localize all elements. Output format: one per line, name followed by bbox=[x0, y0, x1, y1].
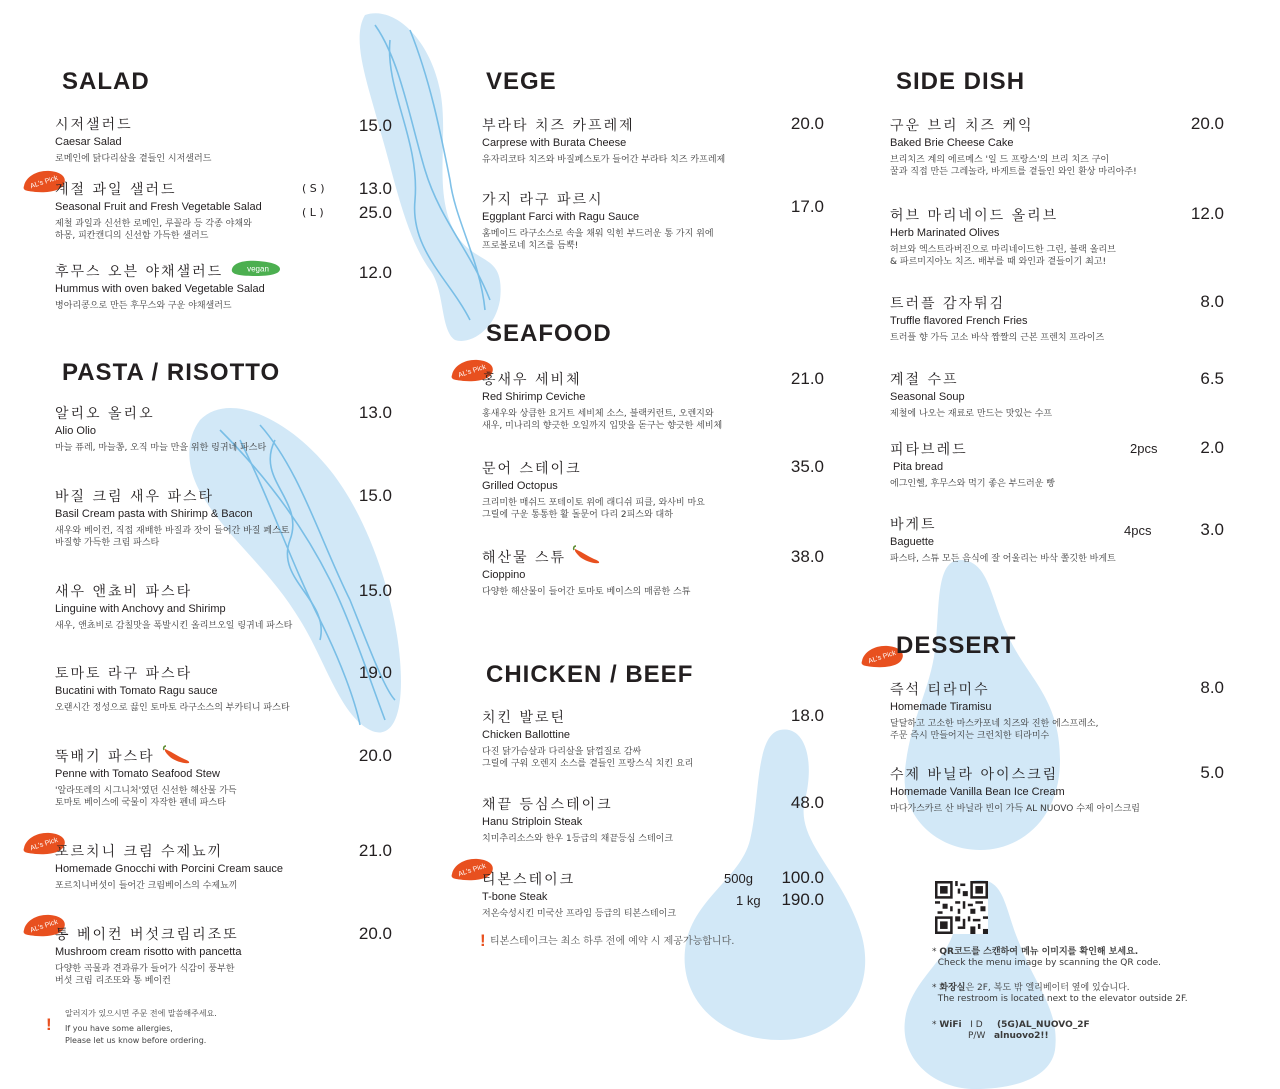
item-desc: 포르치니버섯이 들어간 크림베이스의 수제뇨끼 bbox=[55, 881, 238, 891]
item-desc-line: 다양한 곡물과 견과류가 들어가 식감이 풍부한 bbox=[55, 964, 235, 974]
item-price: 190.0 bbox=[781, 890, 824, 909]
item-name-en: Baguette bbox=[890, 536, 935, 548]
menu-item bbox=[55, 179, 262, 242]
item-desc: 병아리콩으로 만든 후무스와 구운 야채샐러드 bbox=[55, 301, 232, 311]
als-pick-label: AL's Pick bbox=[457, 862, 487, 879]
qr-code[interactable] bbox=[935, 881, 988, 934]
item-desc-line: 꿀과 직접 만든 그레놀라, 바게트를 곁들인 와인 환상 마리아주! bbox=[890, 167, 1137, 177]
item-desc: 유자리코타 치즈와 바질페스토가 들어간 부라타 치즈 카프레제 bbox=[482, 155, 726, 165]
item-name-en: Mushroom cream risotto with pancetta bbox=[55, 946, 242, 958]
item-price: 18.0 bbox=[790, 706, 824, 725]
wifi-id-row: * WiFi I D (5G)AL_NUOVO_2F bbox=[932, 1020, 1090, 1030]
item-name-en: Caesar Salad bbox=[55, 136, 122, 148]
item-desc: 로메인에 닭다리살을 곁들인 시저샐러드 bbox=[55, 154, 212, 164]
item-price: 20.0 bbox=[790, 114, 824, 133]
menu-item bbox=[482, 369, 722, 432]
menu-item bbox=[890, 205, 1116, 268]
item-name-en: Linguine with Anchovy and Shirimp bbox=[55, 603, 226, 615]
item-desc-line: 홍새우와 상큼한 요거트 세비체 소스, 블랙커런트, 오렌지와 bbox=[482, 409, 714, 419]
item-price: 20.0 bbox=[1190, 114, 1224, 133]
size-label: 2pcs bbox=[1130, 441, 1158, 456]
item-name-ko: 해산물 스튜 bbox=[482, 550, 567, 566]
item-name-ko: 바게트 bbox=[890, 517, 937, 533]
item-price: 15.0 bbox=[358, 486, 392, 505]
menu-item bbox=[890, 679, 1098, 742]
item-desc-line: 크리미한 매쉬드 포테이토 위에 래디쉬 피클, 와사비 마요 bbox=[482, 498, 705, 508]
item-name-en: Chicken Ballottine bbox=[482, 729, 571, 741]
section-title-vege: VEGE bbox=[486, 68, 557, 95]
item-name-en: Eggplant Farci with Ragu Sauce bbox=[482, 211, 640, 223]
item-price: 21.0 bbox=[358, 841, 392, 860]
allergy-alert-icon: ! bbox=[46, 1015, 52, 1034]
menu-item bbox=[55, 924, 241, 987]
item-price: 20.0 bbox=[358, 924, 392, 943]
qr-info bbox=[932, 947, 1161, 969]
section-title-side-dish: SIDE DISH bbox=[896, 68, 1026, 95]
section-title-dessert: DESSERT bbox=[896, 632, 1017, 659]
item-price: 19.0 bbox=[358, 663, 392, 682]
item-price: 48.0 bbox=[790, 793, 824, 812]
item-name-ko: 구운 브리 치즈 케익 bbox=[890, 118, 1034, 134]
item-desc-line: 제철 과일과 신선한 로메인, 루꼴라 등 각종 야채와 bbox=[55, 219, 252, 229]
item-price: 15.0 bbox=[358, 581, 392, 600]
item-price: 35.0 bbox=[790, 457, 824, 476]
size-small-label: ( S ) bbox=[302, 182, 325, 195]
item-desc-line: 그릴에 구운 통통한 활 돌문어 다리 2피스와 대하 bbox=[482, 510, 673, 520]
restroom-info bbox=[932, 983, 1188, 1005]
menu-item bbox=[890, 293, 1104, 344]
item-name-en: Red Shirimp Ceviche bbox=[482, 391, 586, 403]
item-name-ko: 즉석 티라미수 bbox=[890, 682, 990, 698]
chili-pepper-icon bbox=[162, 745, 192, 765]
item-price: 100.0 bbox=[781, 868, 824, 887]
item-price: 3.0 bbox=[1200, 520, 1224, 539]
item-desc-line: 새우와 베이컨, 직접 재배한 바질과 잣이 들어간 바질 페스토 bbox=[55, 526, 290, 536]
als-pick-label: AL's Pick bbox=[29, 836, 59, 853]
menu-item bbox=[482, 707, 693, 770]
item-name-ko: 치킨 발로틴 bbox=[482, 710, 567, 726]
item-name-en: Hanu Striploin Steak bbox=[482, 816, 583, 828]
item-name-en: Cioppino bbox=[482, 569, 526, 581]
item-price: 21.0 bbox=[790, 369, 824, 388]
chili-pepper-icon bbox=[572, 545, 602, 565]
als-pick-label: AL's Pick bbox=[457, 363, 487, 380]
item-name-en: Homemade Tiramisu bbox=[890, 701, 992, 713]
menu-item bbox=[482, 794, 673, 845]
item-desc-line: 허브와 엑스트라버진으로 마리네이드한 그린, 블랙 올리브 bbox=[890, 245, 1116, 255]
item-desc-line: 다진 닭가슴살과 다리살을 닭껍질로 감싸 bbox=[482, 747, 642, 757]
item-name-ko: 피타브레드 bbox=[890, 442, 968, 458]
item-price: 2.0 bbox=[1200, 438, 1224, 457]
menu-item bbox=[482, 869, 676, 920]
tbone-reservation-note: 티본스테이크는 최소 하루 전에 예약 시 제공가능합니다. bbox=[490, 936, 735, 947]
item-name-en: Carprese with Burata Cheese bbox=[482, 137, 627, 149]
item-name-en: Homemade Vanilla Bean Ice Cream bbox=[890, 786, 1065, 798]
item-name-ko: 시저샐러드 bbox=[55, 117, 133, 133]
allergy-notice bbox=[65, 1008, 217, 1047]
item-name-en: Basil Cream pasta with Shirimp & Bacon bbox=[55, 508, 253, 520]
menu-item bbox=[55, 581, 292, 632]
item-name-ko: 허브 마리네이드 올리브 bbox=[890, 208, 1059, 224]
item-name-ko: 채끝 등심스테이크 bbox=[482, 797, 613, 813]
item-desc-line: 달달하고 고소한 마스카포네 치즈와 진한 에스프레소, bbox=[890, 719, 1099, 729]
size-large-label: ( L ) bbox=[302, 206, 324, 219]
item-name-ko: 뚝배기 파스타 bbox=[55, 749, 155, 765]
section-title-seafood: SEAFOOD bbox=[486, 320, 612, 347]
vegan-label: vegan bbox=[247, 264, 269, 274]
menu-item bbox=[55, 663, 290, 714]
menu-item bbox=[55, 403, 266, 454]
size-label: 500g bbox=[724, 871, 753, 886]
item-name-ko: 새우 앤쵸비 파스타 bbox=[55, 584, 193, 600]
item-desc: 저온숙성시킨 미국산 프라임 등급의 티본스테이크 bbox=[482, 909, 677, 919]
item-name-ko: 바질 크림 새우 파스타 bbox=[55, 489, 215, 505]
reservation-alert-icon: ! bbox=[480, 931, 486, 950]
item-desc-line: & 파르미지아노 치즈. 배부를 때 와인과 곁들이기 최고! bbox=[890, 257, 1107, 267]
item-price: 12.0 bbox=[1190, 204, 1224, 223]
item-desc-line: 토마토 베이스에 국물이 자작한 펜네 파스타 bbox=[55, 798, 226, 808]
item-desc: 오랜시간 정성으로 끓인 토마토 라구소스의 부카티니 파스타 bbox=[55, 703, 290, 713]
item-price: 20.0 bbox=[358, 746, 392, 765]
item-name-en: Pita bread bbox=[893, 461, 944, 473]
item-name-ko: 포르치니 크림 수제뇨끼 bbox=[55, 844, 224, 860]
menu-item bbox=[890, 369, 1052, 420]
item-desc-line: 버섯 크림 리조또와 통 베이컨 bbox=[55, 976, 171, 986]
item-name-en: T-bone Steak bbox=[482, 891, 548, 903]
item-desc: 에그인헬, 후무스와 먹기 좋은 부드러운 빵 bbox=[890, 479, 1055, 489]
wifi-pw-row: P/W alnuovo2!! bbox=[968, 1031, 1049, 1041]
item-desc: 마늘 퓨레, 마늘쫑, 오직 마늘 만을 위한 링귀네 파스타 bbox=[55, 443, 267, 453]
qr-info-ko: * QR코드를 스캔하여 메뉴 이미지를 확인해 보세요. bbox=[932, 947, 1139, 957]
item-name-en: Seasonal Soup bbox=[890, 391, 965, 403]
item-name-en: Penne with Tomato Seafood Stew bbox=[55, 768, 220, 780]
section-title-pasta: PASTA / RISOTTO bbox=[62, 359, 281, 386]
item-desc: 치미추리소스와 한우 1등급의 채끝등심 스테이크 bbox=[482, 834, 674, 844]
item-desc-line: 새우, 미나리의 향긋한 오일까지 입맛을 돋구는 향긋한 세비체 bbox=[482, 421, 723, 431]
als-pick-label: AL's Pick bbox=[29, 918, 59, 935]
size-label: 4pcs bbox=[1124, 523, 1152, 538]
item-desc: 새우, 앤쵸비로 감칠맛을 폭발시킨 올리브오일 링귀네 파스타 bbox=[55, 621, 293, 631]
item-desc: 다양한 해산물이 들어간 토마토 베이스의 매콤한 스튜 bbox=[482, 587, 691, 597]
allergy-notice-en: If you have some allergies, bbox=[65, 1024, 173, 1033]
item-desc: 파스타, 스튜 모든 음식에 잘 어울리는 바삭 쫄깃한 바게트 bbox=[890, 554, 1116, 564]
item-name-ko: 수제 바닐라 아이스크림 bbox=[890, 767, 1059, 783]
item-price: 12.0 bbox=[358, 263, 392, 282]
allergy-notice-en: Please let us know before ordering. bbox=[65, 1036, 207, 1045]
item-name-en: Homemade Gnocchi with Porcini Cream sauce bbox=[55, 863, 284, 875]
menu-item bbox=[55, 841, 283, 892]
size-label: 1 kg bbox=[736, 893, 761, 908]
item-name-en: Hummus with oven baked Vegetable Salad bbox=[55, 283, 265, 295]
menu-item bbox=[890, 514, 1116, 565]
item-name-en: Alio Olio bbox=[55, 425, 96, 437]
section-title-salad: SALAD bbox=[62, 68, 150, 95]
item-name-ko: 문어 스테이크 bbox=[482, 461, 582, 477]
section-title-chicken-beef: CHICKEN / BEEF bbox=[486, 661, 694, 688]
item-desc-line: 하몽, 피칸캔디의 신선함 가득한 샐러드 bbox=[55, 231, 209, 241]
menu-item bbox=[55, 114, 211, 165]
item-name-ko: 홍새우 세비체 bbox=[482, 372, 582, 388]
item-price: 6.5 bbox=[1200, 369, 1224, 388]
wifi-info bbox=[932, 1020, 1090, 1042]
item-desc-line: '알라또레의 시그니처'였던 신선한 해산물 가득 bbox=[55, 786, 237, 796]
item-name-ko: 통 베이컨 버섯크림리조또 bbox=[55, 927, 239, 943]
qr-info-en: Check the menu image by scanning the QR code. bbox=[937, 958, 1162, 968]
item-price: 17.0 bbox=[790, 197, 824, 216]
item-price: 13.0 bbox=[358, 403, 392, 422]
item-name-ko: 가지 라구 파르시 bbox=[482, 192, 604, 208]
item-price: 15.0 bbox=[358, 116, 392, 135]
menu-item bbox=[890, 439, 1055, 490]
restroom-info-ko: * 화장실은 2F, 복도 밖 엘리베이터 옆에 있습니다. bbox=[932, 983, 1130, 993]
item-desc-line: 주문 즉시 만들어지는 크런치한 티라미수 bbox=[890, 731, 1050, 741]
item-price-large: 25.0 bbox=[358, 203, 392, 222]
item-name-en: Bucatini with Tomato Ragu sauce bbox=[55, 685, 218, 697]
item-price-small: 13.0 bbox=[358, 179, 392, 198]
item-name-en: Grilled Octopus bbox=[482, 480, 558, 492]
als-pick-label: AL's Pick bbox=[867, 649, 897, 666]
item-desc: 트러플 향 가득 고소 바삭 짭짤의 근본 프렌치 프라이즈 bbox=[890, 333, 1105, 343]
item-price: 8.0 bbox=[1200, 292, 1224, 311]
item-desc: 마다가스카르 산 바닐라 빈이 가득 AL NUOVO 수제 아이스크림 bbox=[890, 804, 1140, 814]
menu-item bbox=[482, 115, 725, 166]
item-name-ko: 토마토 라구 파스타 bbox=[55, 666, 193, 682]
item-name-ko: 계절 수프 bbox=[890, 372, 959, 388]
item-name-ko: 트러플 감자튀김 bbox=[890, 296, 1006, 312]
menu-item bbox=[890, 115, 1137, 178]
als-pick-label: AL's Pick bbox=[29, 174, 59, 191]
menu-item bbox=[482, 189, 714, 252]
item-price: 8.0 bbox=[1200, 678, 1224, 697]
menu-item bbox=[55, 486, 289, 549]
item-name-ko: 부라타 치즈 카프레제 bbox=[482, 118, 635, 134]
item-name-en: Baked Brie Cheese Cake bbox=[890, 137, 1014, 149]
menu-item bbox=[482, 458, 705, 521]
menu-item bbox=[890, 764, 1140, 815]
item-name-ko: 티본스테이크 bbox=[482, 872, 576, 888]
allergy-notice-ko: 알러지가 있으시면 주문 전에 말씀해주세요. bbox=[65, 1009, 217, 1018]
item-desc-line: 바질향 가득한 크림 파스타 bbox=[55, 538, 160, 548]
item-price: 38.0 bbox=[790, 547, 824, 566]
item-desc-line: 프로볼로네 치즈를 듬뿍! bbox=[482, 241, 579, 251]
item-name-en: Truffle flavored French Fries bbox=[890, 315, 1028, 327]
restroom-info-en: The restroom is located next to the elevator outside 2F. bbox=[937, 994, 1188, 1004]
item-name-en: Seasonal Fruit and Fresh Vegetable Salad bbox=[55, 201, 262, 213]
item-desc: 제철에 나오는 재료로 만드는 맛있는 수프 bbox=[890, 409, 1053, 419]
item-desc-line: 브리치즈 계의 에르메스 '일 드 프랑스'의 브리 치즈 구이 bbox=[890, 155, 1110, 165]
item-name-en: Herb Marinated Olives bbox=[890, 227, 1000, 239]
menu-item bbox=[55, 746, 237, 809]
vegan-badge bbox=[230, 259, 282, 277]
item-name-ko: 후무스 오븐 야채샐러드 bbox=[55, 264, 224, 280]
item-name-ko: 알리오 올리오 bbox=[55, 406, 155, 422]
item-name-ko: 계절 과일 샐러드 bbox=[55, 182, 177, 198]
item-price: 5.0 bbox=[1200, 763, 1224, 782]
item-desc-line: 그릴에 구워 오렌지 소스를 곁들인 프랑스식 치킨 요리 bbox=[482, 759, 694, 769]
item-desc-line: 홈메이드 라구소스로 속을 채워 익힌 부드러운 통 가지 위에 bbox=[482, 229, 714, 239]
